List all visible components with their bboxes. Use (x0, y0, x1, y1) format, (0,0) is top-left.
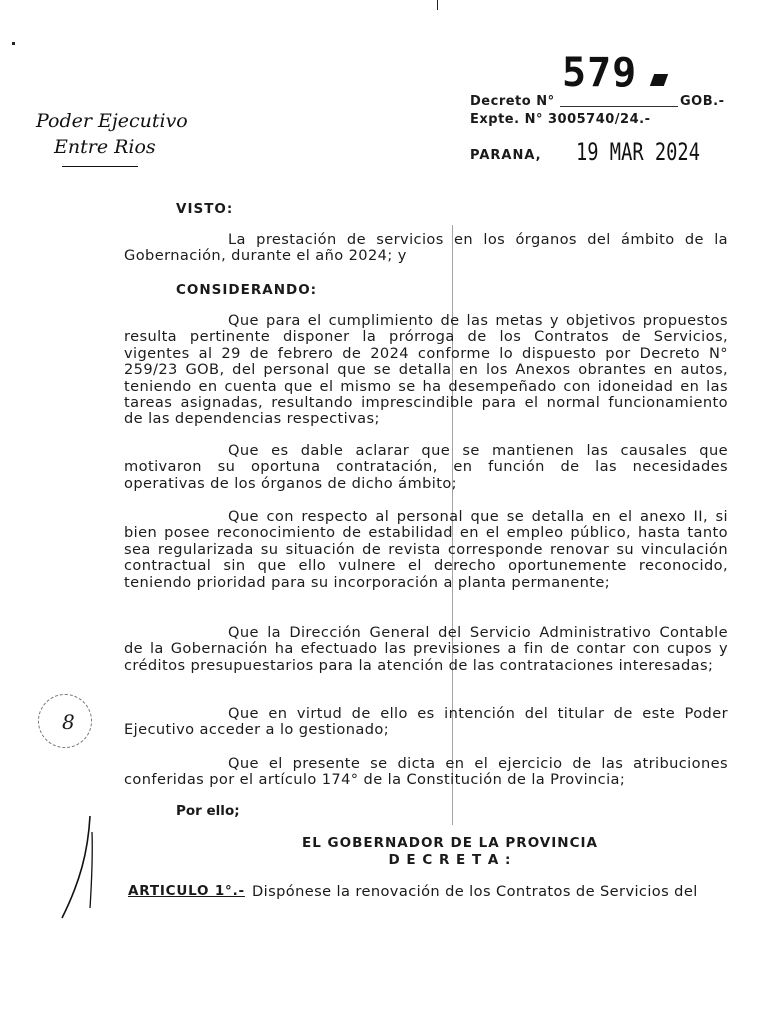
expte-number: Expte. N° 3005740/24.- (470, 112, 651, 127)
seal-line-2: Entre Rios (54, 136, 156, 158)
city-label: PARANA, (470, 148, 542, 163)
margin-page-mark: 8 (62, 710, 75, 734)
governor-heading: EL GOBERNADOR DE LA PROVINCIA (302, 835, 598, 851)
margin-signature (50, 812, 100, 922)
decree-number-line (560, 106, 678, 107)
date-stamp: 19 MAR 2024 (576, 138, 700, 166)
article-1-text: Dispónese la renovación de los Contratos de Servicios del (252, 883, 698, 900)
handwritten-mark (650, 74, 668, 86)
por-ello-label: Por ello; (176, 803, 240, 819)
considerando-paragraph-5: Que en virtud de ello es intención del titular de este Poder Ejecutivo acceder a lo gestionado; (124, 705, 728, 739)
considerando-paragraph-2: Que es dable aclarar que se mantienen las causales que motivaron su oportuna contratación, en función de las necesidades operativas de los órganos de dicho ámbito; (124, 442, 728, 492)
decree-number-handwritten: 579 (562, 50, 638, 96)
decree-suffix: GOB.- (680, 94, 725, 109)
decree-label: Decreto N° (470, 94, 555, 109)
article-1-label: ARTICULO 1°.- (128, 883, 245, 899)
considerando-paragraph-3: Que con respecto al personal que se detalla en el anexo II, si bien posee reconocimiento de estabilidad en el empleo público, hasta tanto sea regularizada su situación de revista corresponde renovar su vinculación contractual sin que ello vulnere el derecho oportunemente reconocido, teniendo prioridad para su incorporación a planta permanente; (124, 508, 728, 591)
scan-speck (12, 42, 15, 45)
considerando-paragraph-6: Que el presente se dicta en el ejercicio de las atribuciones conferidas por el artículo 174° de la Constitución de la Provincia; (124, 755, 728, 789)
seal-underline (62, 166, 138, 167)
decreta-heading: D E C R E T A : (388, 852, 512, 868)
scan-artifact (437, 0, 438, 10)
considerando-paragraph-4: Que la Dirección General del Servicio Administrativo Contable de la Gobernación ha efectuado las previsiones a fin de contar con cupos y créditos presupuestarios para la atención de las contrataciones interesadas; (124, 624, 728, 674)
considerando-paragraph-1: Que para el cumplimiento de las metas y objetivos propuestos resulta pertinente disponer la prórroga de los Contratos de Servicios, vigentes al 29 de febrero de 2024 conforme lo dispuesto por Decreto N° 259/23 GOB, del personal que se detalla en los Anexos obrantes en autos, teniendo en cuenta que el mismo se ha desempeñado con idoneidad en las tareas asignadas, resultando imprescindible para el normal funcionamiento de las dependencias respectivas; (124, 312, 728, 428)
seal-line-1: Poder Ejecutivo (36, 110, 188, 132)
visto-paragraph: La prestación de servicios en los órganos del ámbito de la Gobernación, durante el año 2024; y (124, 231, 728, 265)
visto-heading: VISTO: (176, 201, 234, 217)
considerando-heading: CONSIDERANDO: (176, 282, 318, 298)
